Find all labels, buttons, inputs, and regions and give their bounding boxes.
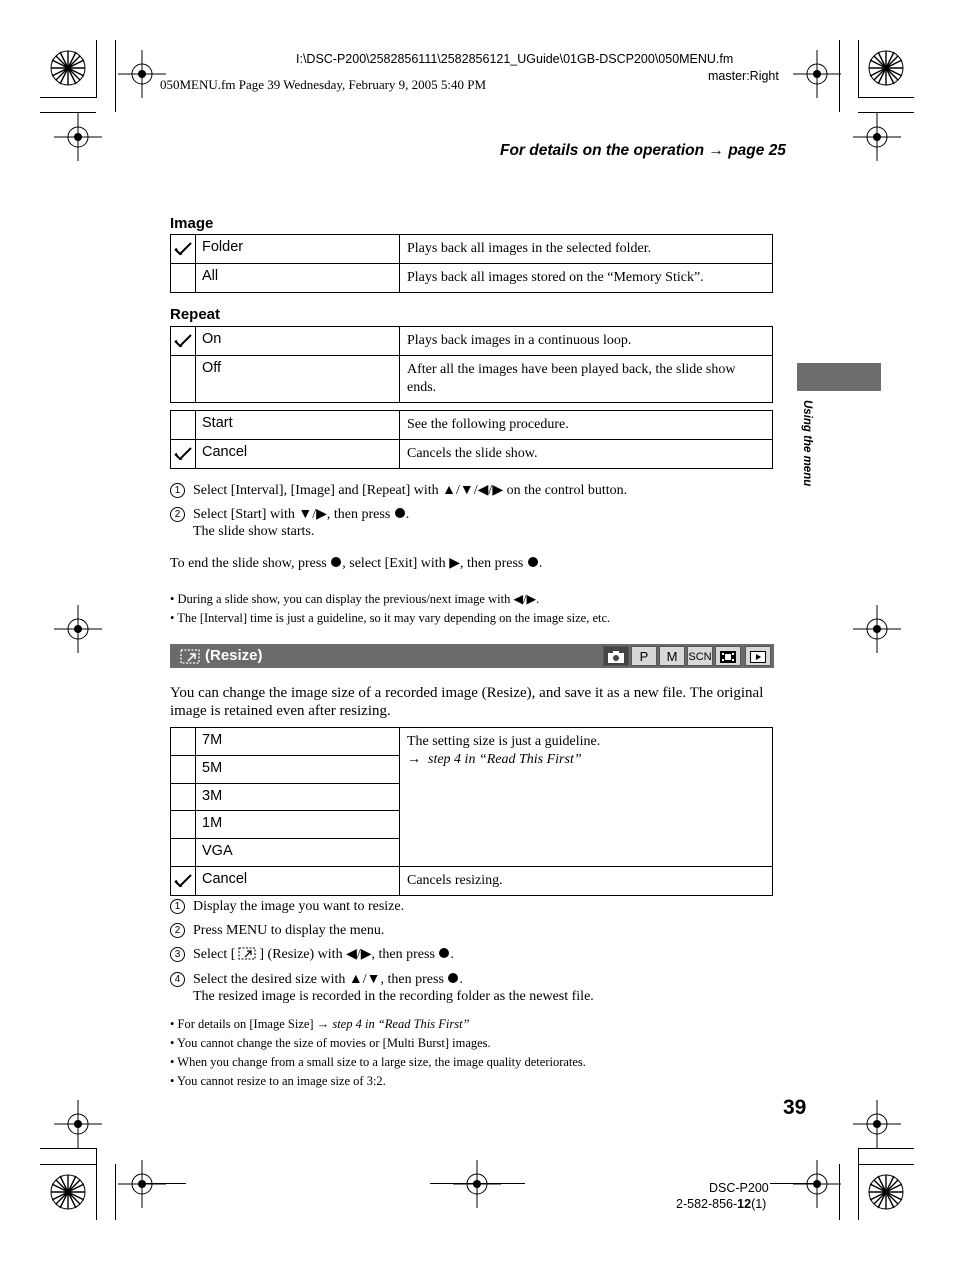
step-number: 2 bbox=[170, 923, 185, 938]
manual-mode-icon: M bbox=[659, 646, 685, 666]
scene-mode-icon: SCN bbox=[687, 646, 713, 666]
default-check-icon bbox=[171, 235, 196, 264]
camera-mode-icon bbox=[603, 646, 629, 666]
header-file-info: 050MENU.fm Page 39 Wednesday, February 9, 2005 5:40 PM bbox=[160, 77, 487, 92]
resize-icon bbox=[238, 947, 256, 960]
table-row bbox=[171, 264, 773, 293]
center-button-icon bbox=[331, 557, 341, 567]
option-description: Cancels resizing. bbox=[400, 867, 773, 896]
resize-step-4: 4 Select the desired size with ▲/▼, then press . bbox=[170, 971, 463, 988]
resize-note-2: • You cannot change the size of movies or [Multi Burst] images. bbox=[170, 1036, 491, 1050]
image-options-table bbox=[170, 234, 773, 293]
chapter-tab bbox=[797, 363, 881, 391]
crop-line bbox=[430, 1183, 525, 1184]
option-folder: Folder bbox=[196, 235, 400, 264]
arrow-right-icon: ▶ bbox=[449, 556, 460, 571]
center-button-icon bbox=[528, 557, 538, 567]
resize-step-4-result: The resized image is recorded in the recording folder as the newest file. bbox=[193, 989, 594, 1004]
registration-mark-icon bbox=[793, 50, 841, 98]
table-row bbox=[171, 235, 773, 264]
slideshow-step-2-result: The slide show starts. bbox=[193, 524, 315, 539]
option-off: Off bbox=[196, 356, 400, 403]
header-master-page: master:Right bbox=[708, 69, 779, 83]
movie-mode-icon bbox=[715, 646, 741, 666]
option-vga: VGA bbox=[196, 839, 400, 867]
resize-step-2: 2 Press MENU to display the menu. bbox=[170, 922, 384, 939]
option-description: The setting size is just a guideline. → step 4 in “Read This First” bbox=[400, 728, 773, 867]
repeat-options-table bbox=[170, 326, 773, 403]
page-number: 39 bbox=[783, 1096, 807, 1119]
slideshow-note-2: • The [Interval] time is just a guideline, so it may vary depending on the image size, etc. bbox=[170, 611, 611, 625]
slideshow-step-2: 2 Select [Start] with ▼/▶, then press . bbox=[170, 506, 409, 523]
header-file-path: I:\DSC-P200\2582856111\2582856121_UGuide\01GB-DSCP200\050MENU.fm bbox=[296, 52, 734, 66]
registration-mark-icon bbox=[118, 50, 166, 98]
arrow-icon: → bbox=[407, 752, 421, 767]
default-check-icon bbox=[171, 867, 196, 896]
arrow-icon: → bbox=[316, 1017, 330, 1031]
program-mode-icon: P bbox=[631, 646, 657, 666]
table-row bbox=[171, 867, 773, 896]
option-3m: 3M bbox=[196, 784, 400, 811]
resize-options-table bbox=[170, 727, 773, 896]
crop-line bbox=[770, 1183, 816, 1184]
resize-icon bbox=[180, 649, 200, 664]
table-row bbox=[171, 440, 773, 469]
start-options-table bbox=[170, 410, 773, 469]
option-start: Start bbox=[196, 411, 400, 440]
center-button-icon bbox=[448, 973, 458, 983]
repeat-section-label: Repeat bbox=[170, 306, 221, 323]
table-row bbox=[171, 728, 773, 756]
arrow-keys-icon: ▲/▼/◀/▶ bbox=[442, 483, 504, 498]
registration-mark-icon bbox=[54, 605, 102, 653]
option-on: On bbox=[196, 327, 400, 356]
slideshow-step-1: 1 Select [Interval], [Image] and [Repeat] with ▲/▼/◀/▶ on the control button. bbox=[170, 482, 627, 499]
table-row bbox=[171, 356, 773, 403]
resize-intro: You can change the image size of a recorded image (Resize), and save it as a new file. The original image is retained even after resizing. bbox=[170, 685, 764, 719]
resize-section-title: (Resize) bbox=[205, 647, 263, 664]
registration-mark-icon bbox=[118, 1160, 166, 1208]
step-number: 2 bbox=[170, 507, 185, 522]
arrow-keys-icon: ◀/▶ bbox=[346, 947, 372, 962]
step-number: 3 bbox=[170, 947, 185, 962]
arrow-keys-icon: ▲/▼ bbox=[348, 972, 381, 987]
option-description: Plays back images in a continuous loop. bbox=[400, 327, 773, 356]
registration-mark-icon bbox=[453, 1160, 501, 1208]
step-number: 1 bbox=[170, 899, 185, 914]
option-all: All bbox=[196, 264, 400, 293]
resize-step-3: 3 Select [ ] (Resize) with ◀/▶, then press . bbox=[170, 946, 454, 963]
option-description: After all the images have been played back, the slide show ends. bbox=[400, 356, 773, 403]
option-description: Plays back all images stored on the “Memory Stick”. bbox=[400, 264, 773, 293]
option-description: See the following procedure. bbox=[400, 411, 773, 440]
option-1m: 1M bbox=[196, 811, 400, 839]
resize-step-1: 1 Display the image you want to resize. bbox=[170, 898, 404, 915]
starburst-mark-icon bbox=[868, 50, 904, 86]
step-number: 4 bbox=[170, 972, 185, 987]
default-check-icon bbox=[171, 440, 196, 469]
crop-line bbox=[140, 1183, 186, 1184]
center-button-icon bbox=[395, 508, 405, 518]
footer-model: DSC-P200 bbox=[709, 1181, 769, 1195]
slideshow-end-instruction: To end the slide show, press , select [Exit] with ▶, then press . bbox=[170, 556, 543, 571]
option-description: Cancels the slide show. bbox=[400, 440, 773, 469]
resize-note-3: • When you change from a small size to a large size, the image quality deteriorates. bbox=[170, 1055, 586, 1069]
resize-note-1: • For details on [Image Size] → step 4 in “Read This First” bbox=[170, 1017, 470, 1031]
option-cancel: Cancel bbox=[196, 440, 400, 469]
registration-mark-icon bbox=[54, 113, 102, 161]
table-row bbox=[171, 327, 773, 356]
starburst-mark-icon bbox=[50, 1174, 86, 1210]
footer-code: 2-582-856-12(1) bbox=[676, 1197, 767, 1211]
arrow-keys-icon: ◀/▶ bbox=[513, 592, 537, 606]
default-check-icon bbox=[171, 327, 196, 356]
center-button-icon bbox=[439, 948, 449, 958]
registration-mark-icon bbox=[54, 1100, 102, 1148]
starburst-mark-icon bbox=[50, 50, 86, 86]
table-row bbox=[171, 411, 773, 440]
resize-note-4: • You cannot resize to an image size of 3:2. bbox=[170, 1074, 386, 1088]
playback-mode-icon bbox=[745, 646, 771, 666]
details-reference: For details on the operation → page 25 bbox=[500, 142, 786, 159]
option-description: Plays back all images in the selected folder. bbox=[400, 235, 773, 264]
slideshow-note-1: • During a slide show, you can display the previous/next image with ◀/▶. bbox=[170, 592, 540, 606]
registration-mark-icon bbox=[793, 1160, 841, 1208]
step-number: 1 bbox=[170, 483, 185, 498]
arrow-keys-icon: ▼/▶ bbox=[298, 507, 327, 522]
registration-mark-icon bbox=[853, 605, 901, 653]
registration-mark-icon bbox=[853, 1100, 901, 1148]
starburst-mark-icon bbox=[868, 1174, 904, 1210]
chapter-tab-label: Using the menu bbox=[801, 400, 813, 487]
registration-mark-icon bbox=[853, 113, 901, 161]
option-5m: 5M bbox=[196, 756, 400, 784]
option-cancel: Cancel bbox=[196, 867, 400, 896]
option-7m: 7M bbox=[196, 728, 400, 756]
image-section-label: Image bbox=[170, 215, 214, 232]
